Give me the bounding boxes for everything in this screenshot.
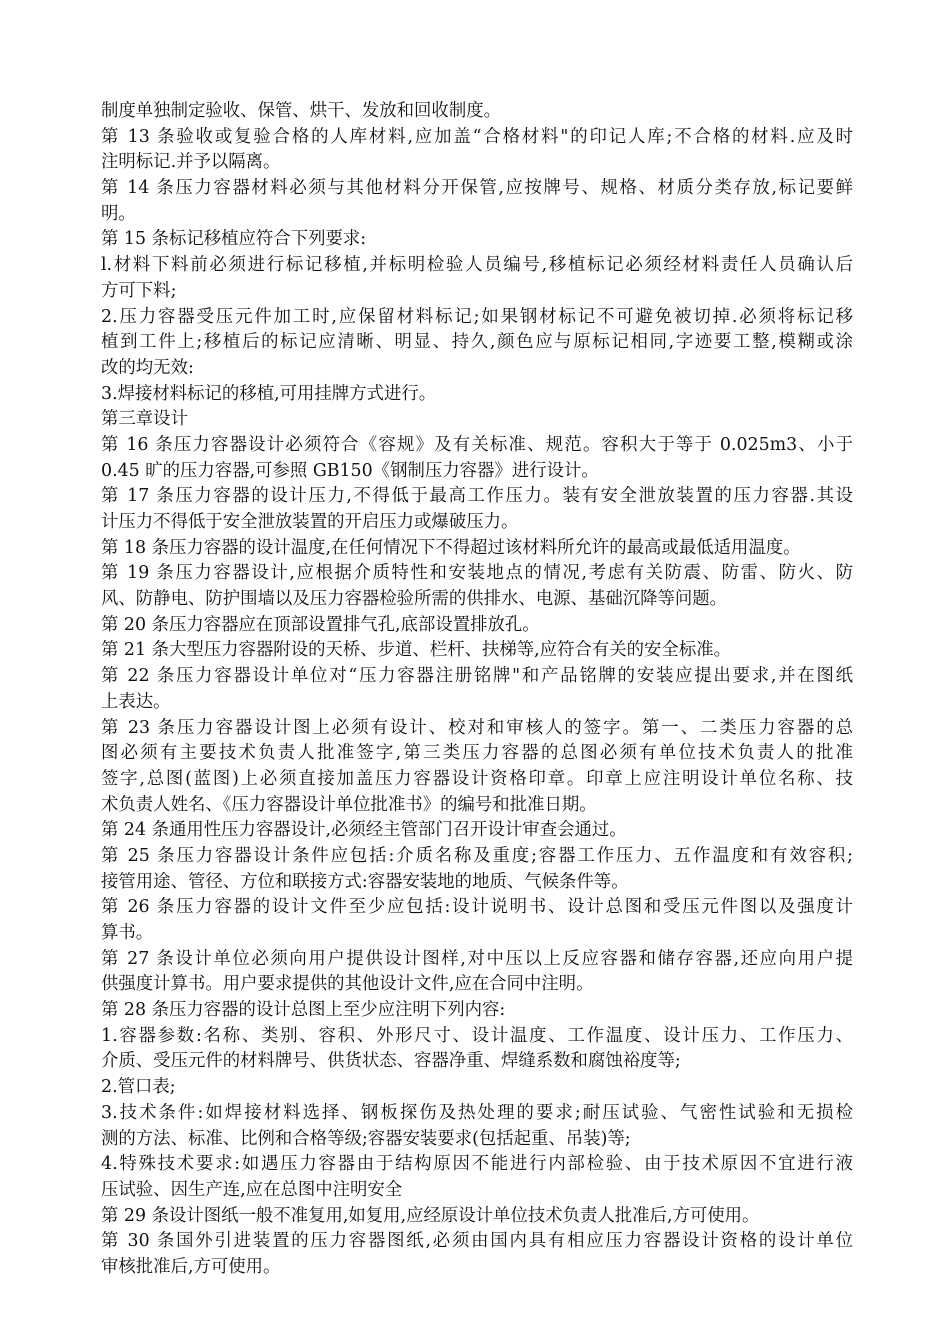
text-line: 介质、受压元件的材料牌号、供货状态、容器净重、焊缝系数和腐蚀裕度等;	[101, 1051, 681, 1072]
text-line: 第 22 条压力容器设计单位对“压力容器注册铭牌"和产品铭牌的安装应提出要求,并在图纸	[101, 666, 853, 687]
text-line: 第 18 条压力容器的设计温度,在任何情况下不得超过该材料所允许的最高或最低适用温度。	[101, 537, 801, 558]
text-line: 制度单独制定验收、保管、烘干、发放和回收制度。	[101, 101, 501, 121]
text-line: 第 19 条压力容器设计,应根据介质特性和安装地点的情况,考虑有关防震、防雷、防火、防	[101, 563, 853, 584]
text-line: 第 14 条压力容器材料必须与其他材料分开保管,应按牌号、规格、材质分类存放,标记要鲜	[101, 178, 853, 199]
text-line: 3.焊接材料标记的移植,可用挂牌方式进行。	[101, 383, 437, 404]
text-line: 第 20 条压力容器应在顶部设置排气孔,底部设置排放孔。	[101, 614, 540, 635]
text-line: 1.容器参数:名称、类别、容积、外形尺寸、设计温度、工作温度、设计压力、工作压力、	[101, 1025, 853, 1046]
text-line: 第 15 条标记移植应符合下列要求:	[101, 229, 367, 250]
text-line: 第 25 条压力容器设计条件应包括:介质名称及重度;容器工作压力、五作温度和有效容积;	[101, 845, 853, 866]
text-line: 注明标记.并予以隔离。	[101, 152, 281, 173]
text-line: 风、防静电、防护围墙以及压力容器检验所需的供排水、电源、基础沉降等问题。	[101, 589, 728, 610]
text-line: 测的方法、标准、比例和合格等级;容器安装要求(包括起重、吊装)等;	[101, 1128, 631, 1149]
document-body	[101, 99, 853, 1281]
text-line: 方可下料;	[101, 280, 177, 301]
text-line: l.材料下料前必须进行标记移植,并标明检验人员编号,移植标记必须经材料责任人员确认后	[101, 255, 853, 276]
text-line: 第 24 条通用性压力容器设计,必须经主管部门召开设计审查会通过。	[101, 820, 627, 841]
text-line: 第 21 条大型压力容器附设的天桥、步道、栏杆、扶梯等,应符合有关的安全标准。	[101, 640, 731, 661]
text-line: 术负责人姓名、《压力容器设计单位批准书》的编号和批准日期。	[101, 794, 597, 815]
text-line: 2.压力容器受压元件加工时,应保留材料标记;如果钢材标记不可避免被切掉.必须将标记移	[101, 306, 853, 327]
text-line: 计压力不得低于安全泄放装置的开启压力或爆破压力。	[101, 512, 519, 532]
text-line: 0.45 旷的压力容器,可参照 GB150《钢制压力容器》进行设计。	[101, 460, 599, 481]
text-line: 第 28 条压力容器的设计总图上至少应注明下列内容:	[101, 1000, 506, 1021]
text-line: 第 13 条验收或复验合格的人库材料,应加盖“合格材料"的印记人库;不合格的材料.应及时	[101, 126, 853, 147]
text-line: 压试验、因生产连,应在总图中注明安全	[101, 1179, 403, 1200]
text-line: 图必须有主要技术负责人批准签字,第三类压力容器的总图必须有单位技术负责人的批准	[101, 743, 853, 764]
text-line: 第 27 条设计单位必须向用户提供设计图样,对中压以上反应容器和储存容器,还应向用户提	[101, 948, 853, 969]
text-line: 审核批准后,方可使用。	[101, 1256, 281, 1277]
text-line: 供强度计算书。用户要求提供的其他设计文件,应在合同中注明。	[101, 974, 594, 995]
text-line: 4.特殊技术要求:如遇压力容器由于结构原因不能进行内部检验、由于技术原因不宜进行液	[101, 1154, 853, 1175]
text-line: 明。	[101, 203, 136, 224]
chapter-heading: 第三章设计	[101, 409, 188, 430]
text-line: 改的均无效:	[101, 357, 194, 378]
text-line: 第 29 条设计图纸一般不准复用,如复用,应经原设计单位技术负责人批准后,方可使用。	[101, 1205, 760, 1226]
text-line: 上表达。	[101, 691, 171, 712]
text-line: 第 16 条压力容器设计必须符合《容规》及有关标准、规范。容积大于等于 0.025m3、小于	[101, 434, 853, 455]
text-line: 第 26 条压力容器的设计文件至少应包括:设计说明书、设计总图和受压元件图以及强度计	[101, 897, 853, 918]
text-line: 第 30 条国外引进装置的压力容器图纸,必须由国内具有相应压力容器设计资格的设计单位	[101, 1231, 853, 1252]
text-line: 第 23 条压力容器设计图上必须有设计、校对和审核人的签字。第一、二类压力容器的总	[101, 717, 853, 738]
text-line: 接管用途、管径、方位和联接方式:容器安装地的地质、气候条件等。	[101, 871, 629, 892]
text-line: 植到工件上;移植后的标记应清晰、明显、持久,颜色应与原标记相同,字迹要工整,模糊或涂	[101, 332, 853, 353]
text-line: 第 17 条压力容器的设计压力,不得低于最高工作压力。装有安全泄放装置的压力容器.其设	[101, 486, 853, 507]
text-line: 算书。	[101, 923, 154, 943]
text-line: 2.管口表;	[101, 1077, 176, 1098]
text-line: 签字,总图(蓝图)上必须直接加盖压力容器设计资格印章。印章上应注明设计单位名称、技	[101, 768, 853, 789]
text-line: 3.技术条件:如焊接材料选择、钢板探伤及热处理的要求;耐压试验、气密性试验和无损检	[101, 1102, 853, 1123]
